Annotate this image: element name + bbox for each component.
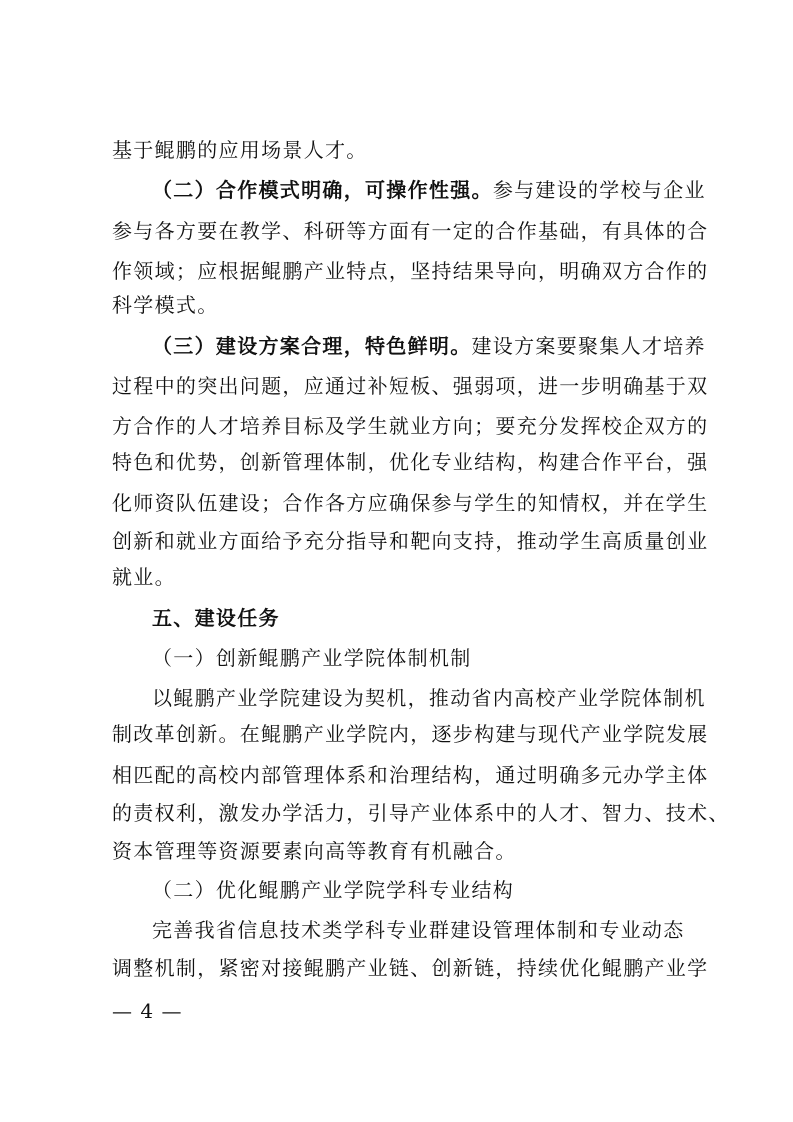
text-line: 相匹配的高校内部管理体系和治理结构，通过明确多元办学主体 xyxy=(112,763,709,787)
text-line: 以鲲鹏产业学院建设为契机，推动省内高校产业学院体制机 xyxy=(152,686,706,710)
text-line: 作领域；应根据鲲鹏产业特点，坚持结果导向，明确双方合作的 xyxy=(112,259,709,283)
text-line: 完善我省信息技术类学科专业群建设管理体制和专业动态 xyxy=(152,918,685,942)
paragraph-2-lead: （二）合作模式明确，可操作性强。 xyxy=(152,178,493,202)
text-line: 调整机制，紧密对接鲲鹏产业链、创新链，持续优化鲲鹏产业学 xyxy=(112,956,709,980)
text-line: 方合作的人才培养目标及学生就业方向；要充分发挥校企双方的 xyxy=(112,414,709,438)
subsection-heading: （一）创新鲲鹏产业学院体制机制 xyxy=(152,646,472,670)
paragraph-3-lead: （三）建设方案合理，特色鲜明。 xyxy=(152,334,472,358)
text-line: 参与各方要在教学、科研等方面有一定的合作基础，有具体的合 xyxy=(112,219,709,243)
text-line: 基于鲲鹏的应用场景人才。 xyxy=(112,138,368,162)
text-line: 制改革创新。在鲲鹏产业学院内，逐步构建与现代产业学院发展 xyxy=(112,722,709,746)
text-line: 就业。 xyxy=(112,565,176,589)
paragraph-2-text: 参与建设的学校与企业 xyxy=(492,178,706,202)
section-heading: 五、建设任务 xyxy=(152,606,280,630)
page-number: — 4 — xyxy=(112,999,183,1023)
text-line: 资本管理等资源要素向高等教育有机融合。 xyxy=(112,839,517,863)
text-line: 过程中的突出问题，应通过补短板、强弱项，进一步明确基于双 xyxy=(112,374,709,398)
text-line: 创新和就业方面给予充分指导和靶向支持，推动学生高质量创业 xyxy=(112,529,709,553)
subsection-heading: （二）优化鲲鹏产业学院学科专业结构 xyxy=(152,878,515,902)
text-line: 化师资队伍建设；合作各方应确保参与学生的知情权，并在学生 xyxy=(112,491,709,515)
paragraph-2-first-line xyxy=(152,177,706,203)
text-line: 科学模式。 xyxy=(112,293,219,317)
paragraph-3-text: 建设方案要聚集人才培养 xyxy=(471,334,706,358)
paragraph-3-first-line xyxy=(152,333,706,359)
text-line: 的责权利，激发办学活力，引导产业体系中的人才、智力、技术、 xyxy=(112,801,730,825)
text-line: 特色和优势，创新管理体制，优化专业结构，构建合作平台，强 xyxy=(112,450,709,474)
